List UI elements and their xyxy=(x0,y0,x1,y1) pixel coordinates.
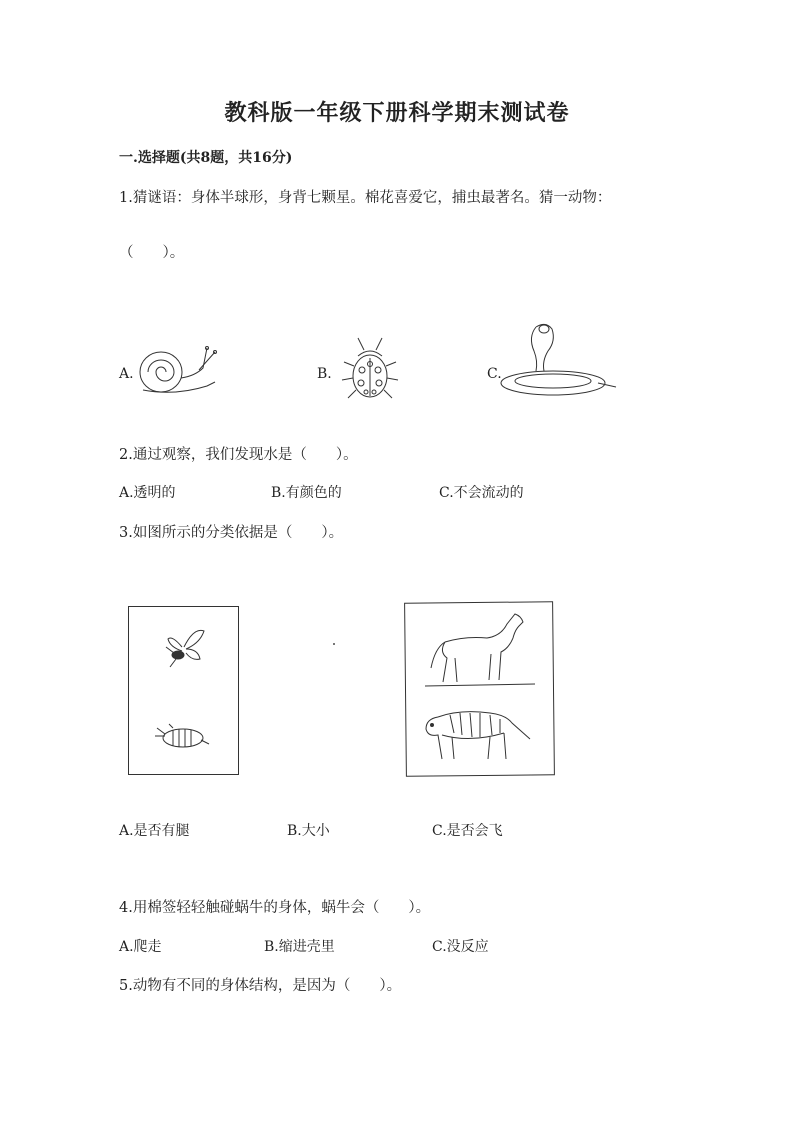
question-2-option-c: C.不会流动的 xyxy=(439,485,524,501)
section-heading: 一.选择题(共8题，共16分) xyxy=(119,150,293,166)
question-4-text: 4.用棉签轻轻触碰蜗牛的身体，蜗牛会（ ）。 xyxy=(119,900,431,916)
horse-icon xyxy=(425,608,535,688)
question-1-blank: （ ）。 xyxy=(119,245,185,261)
page-title: 教科版一年级下册科学期末测试卷 xyxy=(224,100,570,126)
question-4-option-a: A.爬走 xyxy=(119,939,162,955)
pillbug-icon xyxy=(155,720,210,752)
tiger-icon xyxy=(420,703,535,763)
question-2-option-a: A.透明的 xyxy=(119,485,176,501)
question-1-option-c: C. xyxy=(487,366,502,382)
question-3-text: 3.如图所示的分类依据是（ ）。 xyxy=(119,525,344,541)
snail-icon xyxy=(135,342,220,397)
question-1-option-a: A. xyxy=(119,366,134,382)
butterfly-icon xyxy=(164,625,206,669)
cobra-icon xyxy=(498,321,618,399)
question-3-option-b: B.大小 xyxy=(287,823,330,839)
question-3-option-c: C.是否会飞 xyxy=(432,823,503,839)
question-1-option-b: B. xyxy=(317,366,332,382)
question-2-option-b: B.有颜色的 xyxy=(271,485,342,501)
question-4-option-c: C.没反应 xyxy=(432,939,489,955)
speck-dot xyxy=(333,643,335,645)
ladybug-icon xyxy=(340,336,400,402)
question-1-text: 1.猜谜语：身体半球形，身背七颗星。棉花喜爱它，捕虫最著名。猜一动物： xyxy=(119,190,612,206)
question-2-text: 2.通过观察，我们发现水是（ ）。 xyxy=(119,447,358,463)
question-4-option-b: B.缩进壳里 xyxy=(264,939,335,955)
question-5-text: 5.动物有不同的身体结构，是因为（ ）。 xyxy=(119,978,402,994)
question-3-option-a: A.是否有腿 xyxy=(119,823,190,839)
